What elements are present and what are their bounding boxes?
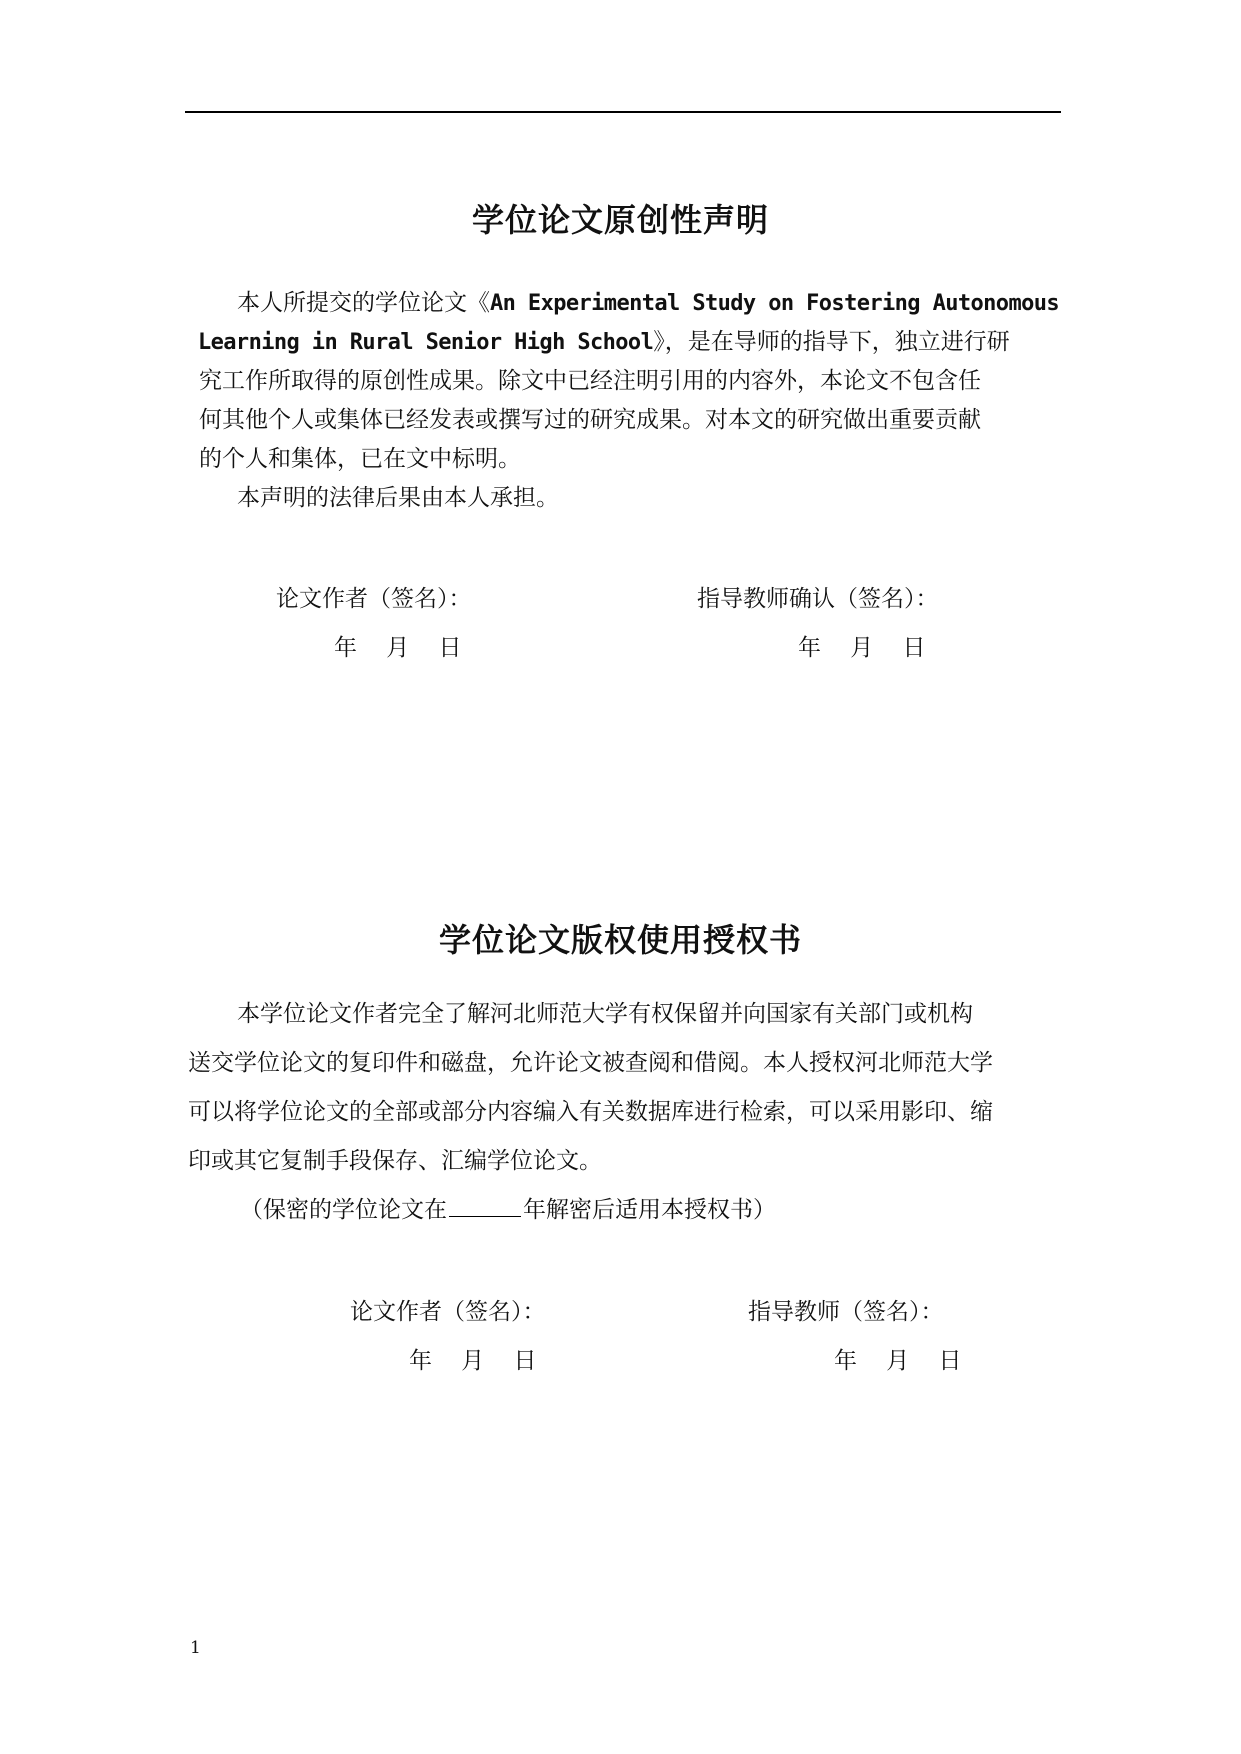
declaration-line-3: 究工作所取得的原创性成果。除文中已经注明引用的内容外，本论文不包含任 <box>199 368 981 394</box>
declaration-line-1-prefix: 本人所提交的学位论文《 <box>237 290 490 316</box>
declaration-author-date: 年 月 日 <box>334 635 462 661</box>
secret-clause <box>240 1186 776 1235</box>
declaration-line-2-suffix: 》，是在导师的指导下，独立进行研 <box>653 329 1010 355</box>
thesis-title-part-2: Learning in Rural Senior High School <box>198 330 654 355</box>
authorization-advisor-date: 年 月 日 <box>834 1348 962 1374</box>
secret-clause-suffix: 年解密后适用本授权书） <box>523 1197 776 1223</box>
declaration-line-2 <box>198 323 1010 362</box>
declaration-advisor-signature-label: 指导教师确认（签名）： <box>697 586 939 612</box>
secret-clause-prefix: （保密的学位论文在 <box>240 1197 447 1223</box>
authorization-title: 学位论文版权使用授权书 <box>438 921 802 959</box>
page-number: 1 <box>190 1638 201 1658</box>
authorization-line-4: 印或其它复制手段保存、汇编学位论文。 <box>188 1148 602 1174</box>
authorization-line-2: 送交学位论文的复印件和磁盘，允许论文被查阅和借阅。本人授权河北师范大学 <box>188 1050 993 1076</box>
secret-year-blank <box>449 1194 521 1217</box>
authorization-line-3: 可以将学位论文的全部或部分内容编入有关数据库进行检索，可以采用影印、缩 <box>188 1099 993 1125</box>
authorization-advisor-signature-label: 指导教师（签名）： <box>748 1299 944 1325</box>
authorization-author-date: 年 月 日 <box>409 1348 537 1374</box>
declaration-line-6: 本声明的法律后果由本人承担。 <box>237 485 559 511</box>
declaration-line-1 <box>237 284 1059 323</box>
authorization-author-signature-label: 论文作者（签名）： <box>350 1299 546 1325</box>
declaration-title: 学位论文原创性声明 <box>471 201 769 239</box>
declaration-line-4: 何其他个人或集体已经发表或撰写过的研究成果。对本文的研究做出重要贡献 <box>199 407 981 433</box>
header-rule <box>185 111 1061 113</box>
thesis-title-part-1: An Experimental Study on Fostering Autonomous <box>490 291 1060 316</box>
declaration-author-signature-label: 论文作者（签名）： <box>276 586 472 612</box>
authorization-line-1: 本学位论文作者完全了解河北师范大学有权保留并向国家有关部门或机构 <box>237 1001 973 1027</box>
declaration-line-5: 的个人和集体，已在文中标明。 <box>199 446 521 472</box>
declaration-advisor-date: 年 月 日 <box>798 635 926 661</box>
